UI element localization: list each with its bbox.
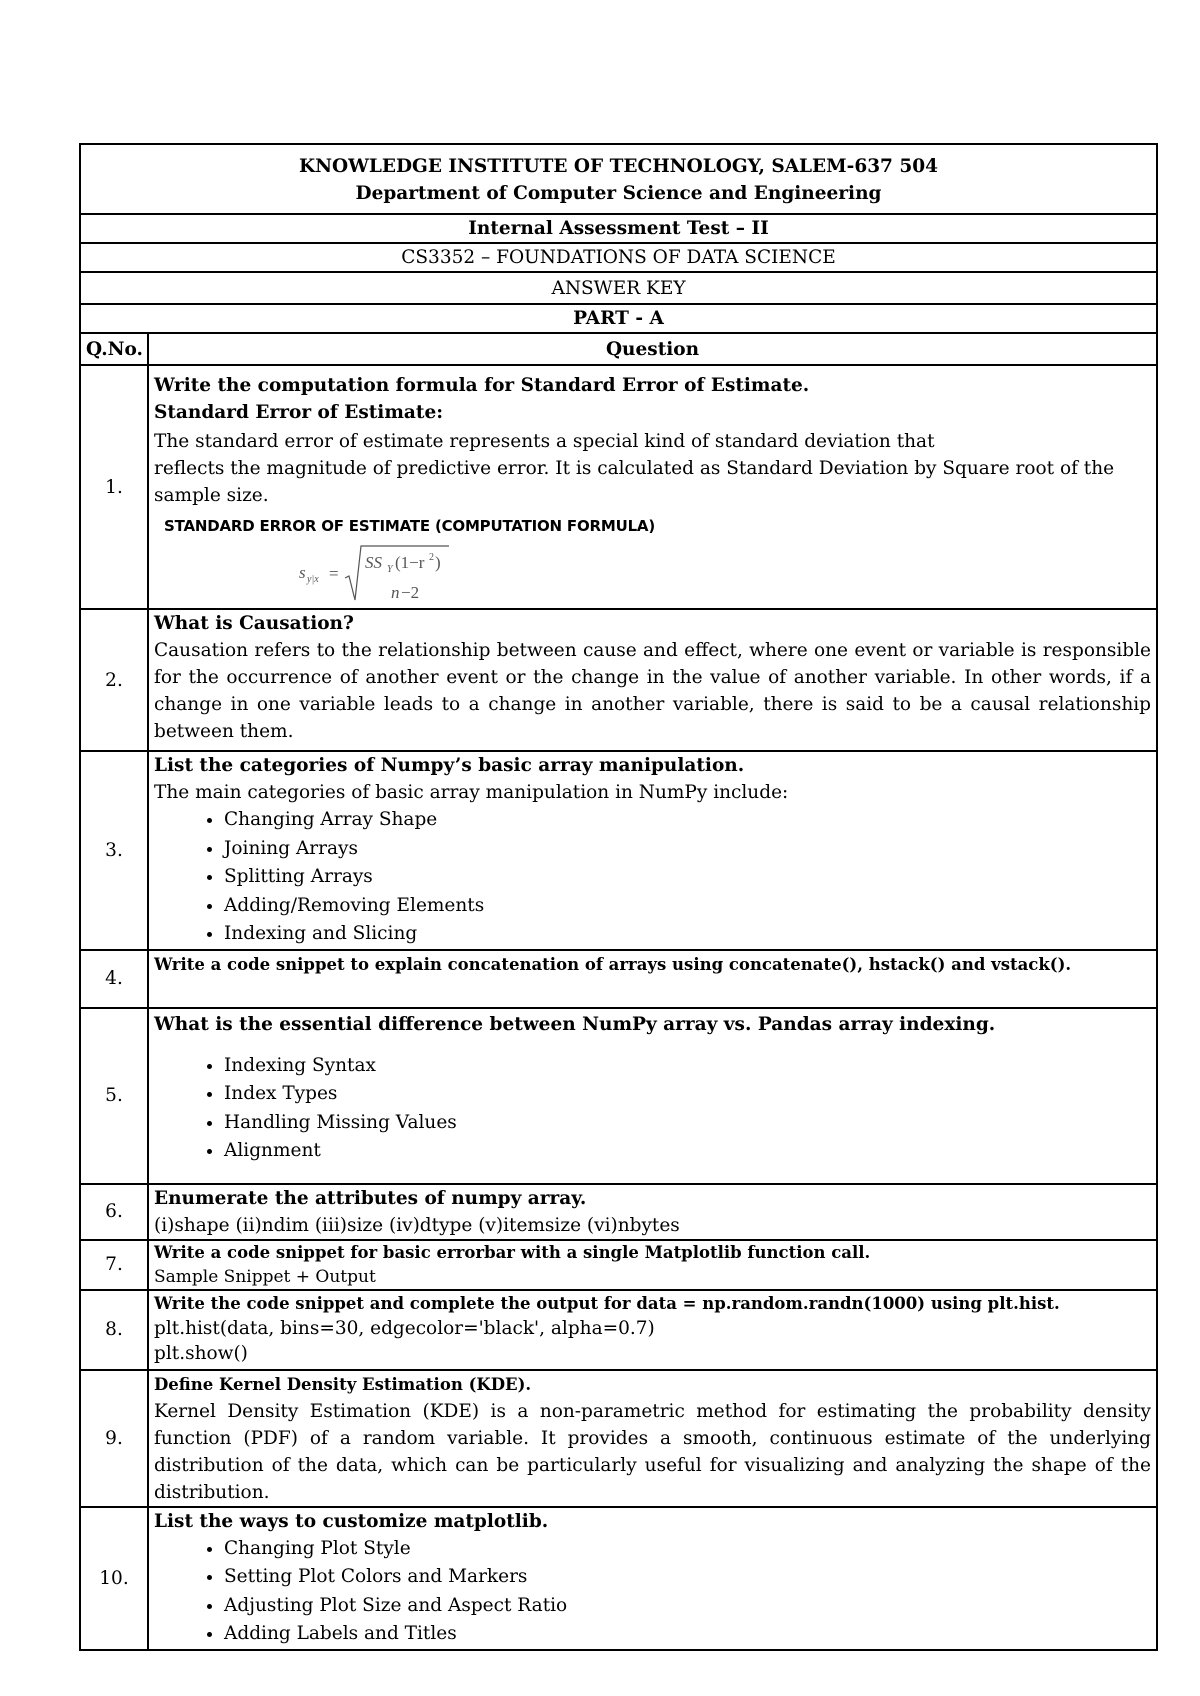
answer-text: reflects the magnitude of predictive error. It is calculated as Standard Deviation by Square root of the sample size. xyxy=(154,458,1115,506)
institute-header-row xyxy=(80,144,1157,214)
question-heading: Write the computation formula for Standard Error of Estimate. xyxy=(154,375,810,396)
question-row-3 xyxy=(80,751,1157,950)
list-item: • Indexing and Slicing xyxy=(224,920,1151,949)
test-title: Internal Assessment Test – II xyxy=(80,214,1157,243)
category-list xyxy=(154,806,1151,949)
answer-text: Causation refers to the relationship between cause and effect, where one event or variable is responsible for the occurrence of another event or the change in the value of another variable. In other words, if a change in one variable leads to a change in another variable, there is said to be a causal relationship between them. xyxy=(154,640,1151,742)
question-heading: What is Causation? xyxy=(154,613,354,634)
part-title: PART - A xyxy=(80,304,1157,333)
question-header: Question xyxy=(148,333,1157,365)
question-number: 6. xyxy=(80,1184,148,1240)
code-line: plt.show() xyxy=(154,1342,248,1364)
question-number: 9. xyxy=(80,1370,148,1507)
list-item: • Alignment xyxy=(224,1137,1151,1166)
question-number: 4. xyxy=(80,950,148,1008)
question-row-2 xyxy=(80,609,1157,751)
svg-text:s: s xyxy=(299,563,306,582)
course-title: CS3352 – FOUNDATIONS OF DATA SCIENCE xyxy=(80,243,1157,272)
qno-header: Q.No. xyxy=(80,333,148,365)
course-row xyxy=(80,243,1157,272)
code-line: plt.hist(data, bins=30, edgecolor='black', alpha=0.7) xyxy=(154,1317,655,1339)
question-number: 1. xyxy=(80,365,148,609)
standard-error-formula xyxy=(299,542,499,606)
svg-text:SS: SS xyxy=(365,553,382,572)
question-row-4 xyxy=(80,950,1157,1008)
list-item: • Adding/Removing Elements xyxy=(224,892,1151,921)
answer-key-title: ANSWER KEY xyxy=(80,272,1157,304)
svg-text:n: n xyxy=(391,583,400,602)
question-row-9 xyxy=(80,1370,1157,1507)
list-item: • Adding Labels and Titles xyxy=(224,1620,1151,1649)
question-number: 3. xyxy=(80,751,148,950)
list-item: • Adjusting Plot Size and Aspect Ratio xyxy=(224,1592,1151,1621)
question-row-6 xyxy=(80,1184,1157,1240)
question-number: 7. xyxy=(80,1240,148,1290)
question-number: 5. xyxy=(80,1008,148,1184)
institute-name: KNOWLEDGE INSTITUTE OF TECHNOLOGY, SALEM-637 504 xyxy=(299,156,938,177)
list-item: • Setting Plot Colors and Markers xyxy=(224,1563,1151,1592)
question-number: 2. xyxy=(80,609,148,751)
question-number: 10. xyxy=(80,1507,148,1650)
department-name: Department of Computer Science and Engineering xyxy=(355,183,882,204)
svg-text:Y: Y xyxy=(387,564,393,575)
list-item: • Index Types xyxy=(224,1080,1151,1109)
svg-text:−2: −2 xyxy=(401,583,420,602)
question-heading: List the ways to customize matplotlib. xyxy=(154,1510,549,1532)
question-heading: Write the code snippet and complete the output for data = np.random.randn(1000) using plt.hist. xyxy=(154,1293,1060,1313)
svg-text:=: = xyxy=(329,564,339,583)
question-number: 8. xyxy=(80,1290,148,1370)
part-row xyxy=(80,304,1157,333)
test-row xyxy=(80,214,1157,243)
list-item: • Handling Missing Values xyxy=(224,1109,1151,1138)
question-heading: What is the essential difference between NumPy array vs. Pandas array indexing. xyxy=(154,1013,996,1035)
list-item: • Changing Array Shape xyxy=(224,806,1151,835)
question-row-5 xyxy=(80,1008,1157,1184)
formula-title: STANDARD ERROR OF ESTIMATE (COMPUTATION FORMULA) xyxy=(164,517,655,535)
list-item: • Indexing Syntax xyxy=(224,1052,1151,1081)
question-row-10 xyxy=(80,1507,1157,1650)
question-subheading: Standard Error of Estimate: xyxy=(154,402,444,423)
list-item: • Splitting Arrays xyxy=(224,863,1151,892)
answer-text: Kernel Density Estimation (KDE) is a non-parametric method for estimating the probability density function (PDF) of a random variable. It provides a smooth, continuous estimate of the underlying distribution of the data, which can be particularly useful for visualizing and analyzing the shape of the distribution. xyxy=(154,1400,1151,1503)
answer-text: The standard error of estimate represents a special kind of standard deviation that xyxy=(154,431,935,452)
answer-intro: The main categories of basic array manipulation in NumPy include: xyxy=(154,782,789,803)
key-row xyxy=(80,272,1157,304)
question-heading: Define Kernel Density Estimation (KDE). xyxy=(154,1374,532,1394)
answer-text: (i)shape (ii)ndim (iii)size (iv)dtype (v)itemsize (vi)nbytes xyxy=(154,1214,680,1236)
question-heading: List the categories of Numpy’s basic array manipulation. xyxy=(154,755,745,776)
answer-text: Sample Snippet + Output xyxy=(154,1266,376,1287)
list-item: • Changing Plot Style xyxy=(224,1535,1151,1564)
question-heading: Write a code snippet to explain concatenation of arrays using concatenate(), hstack() and vstack(). xyxy=(154,954,1072,974)
svg-text:2: 2 xyxy=(429,552,434,563)
question-row-8 xyxy=(80,1290,1157,1370)
difference-list xyxy=(154,1052,1151,1166)
question-heading: Write a code snippet for basic errorbar with a single Matplotlib function call. xyxy=(154,1242,871,1262)
question-row-1 xyxy=(80,365,1157,609)
answer-key-table xyxy=(79,143,1158,1651)
column-header-row xyxy=(80,333,1157,365)
svg-text:(1−r: (1−r xyxy=(395,553,425,572)
svg-text:y|x: y|x xyxy=(307,574,319,585)
question-row-7 xyxy=(80,1240,1157,1290)
svg-text:): ) xyxy=(435,553,441,572)
question-heading: Enumerate the attributes of numpy array. xyxy=(154,1187,587,1209)
list-item: • Joining Arrays xyxy=(224,835,1151,864)
customization-list xyxy=(154,1535,1151,1649)
